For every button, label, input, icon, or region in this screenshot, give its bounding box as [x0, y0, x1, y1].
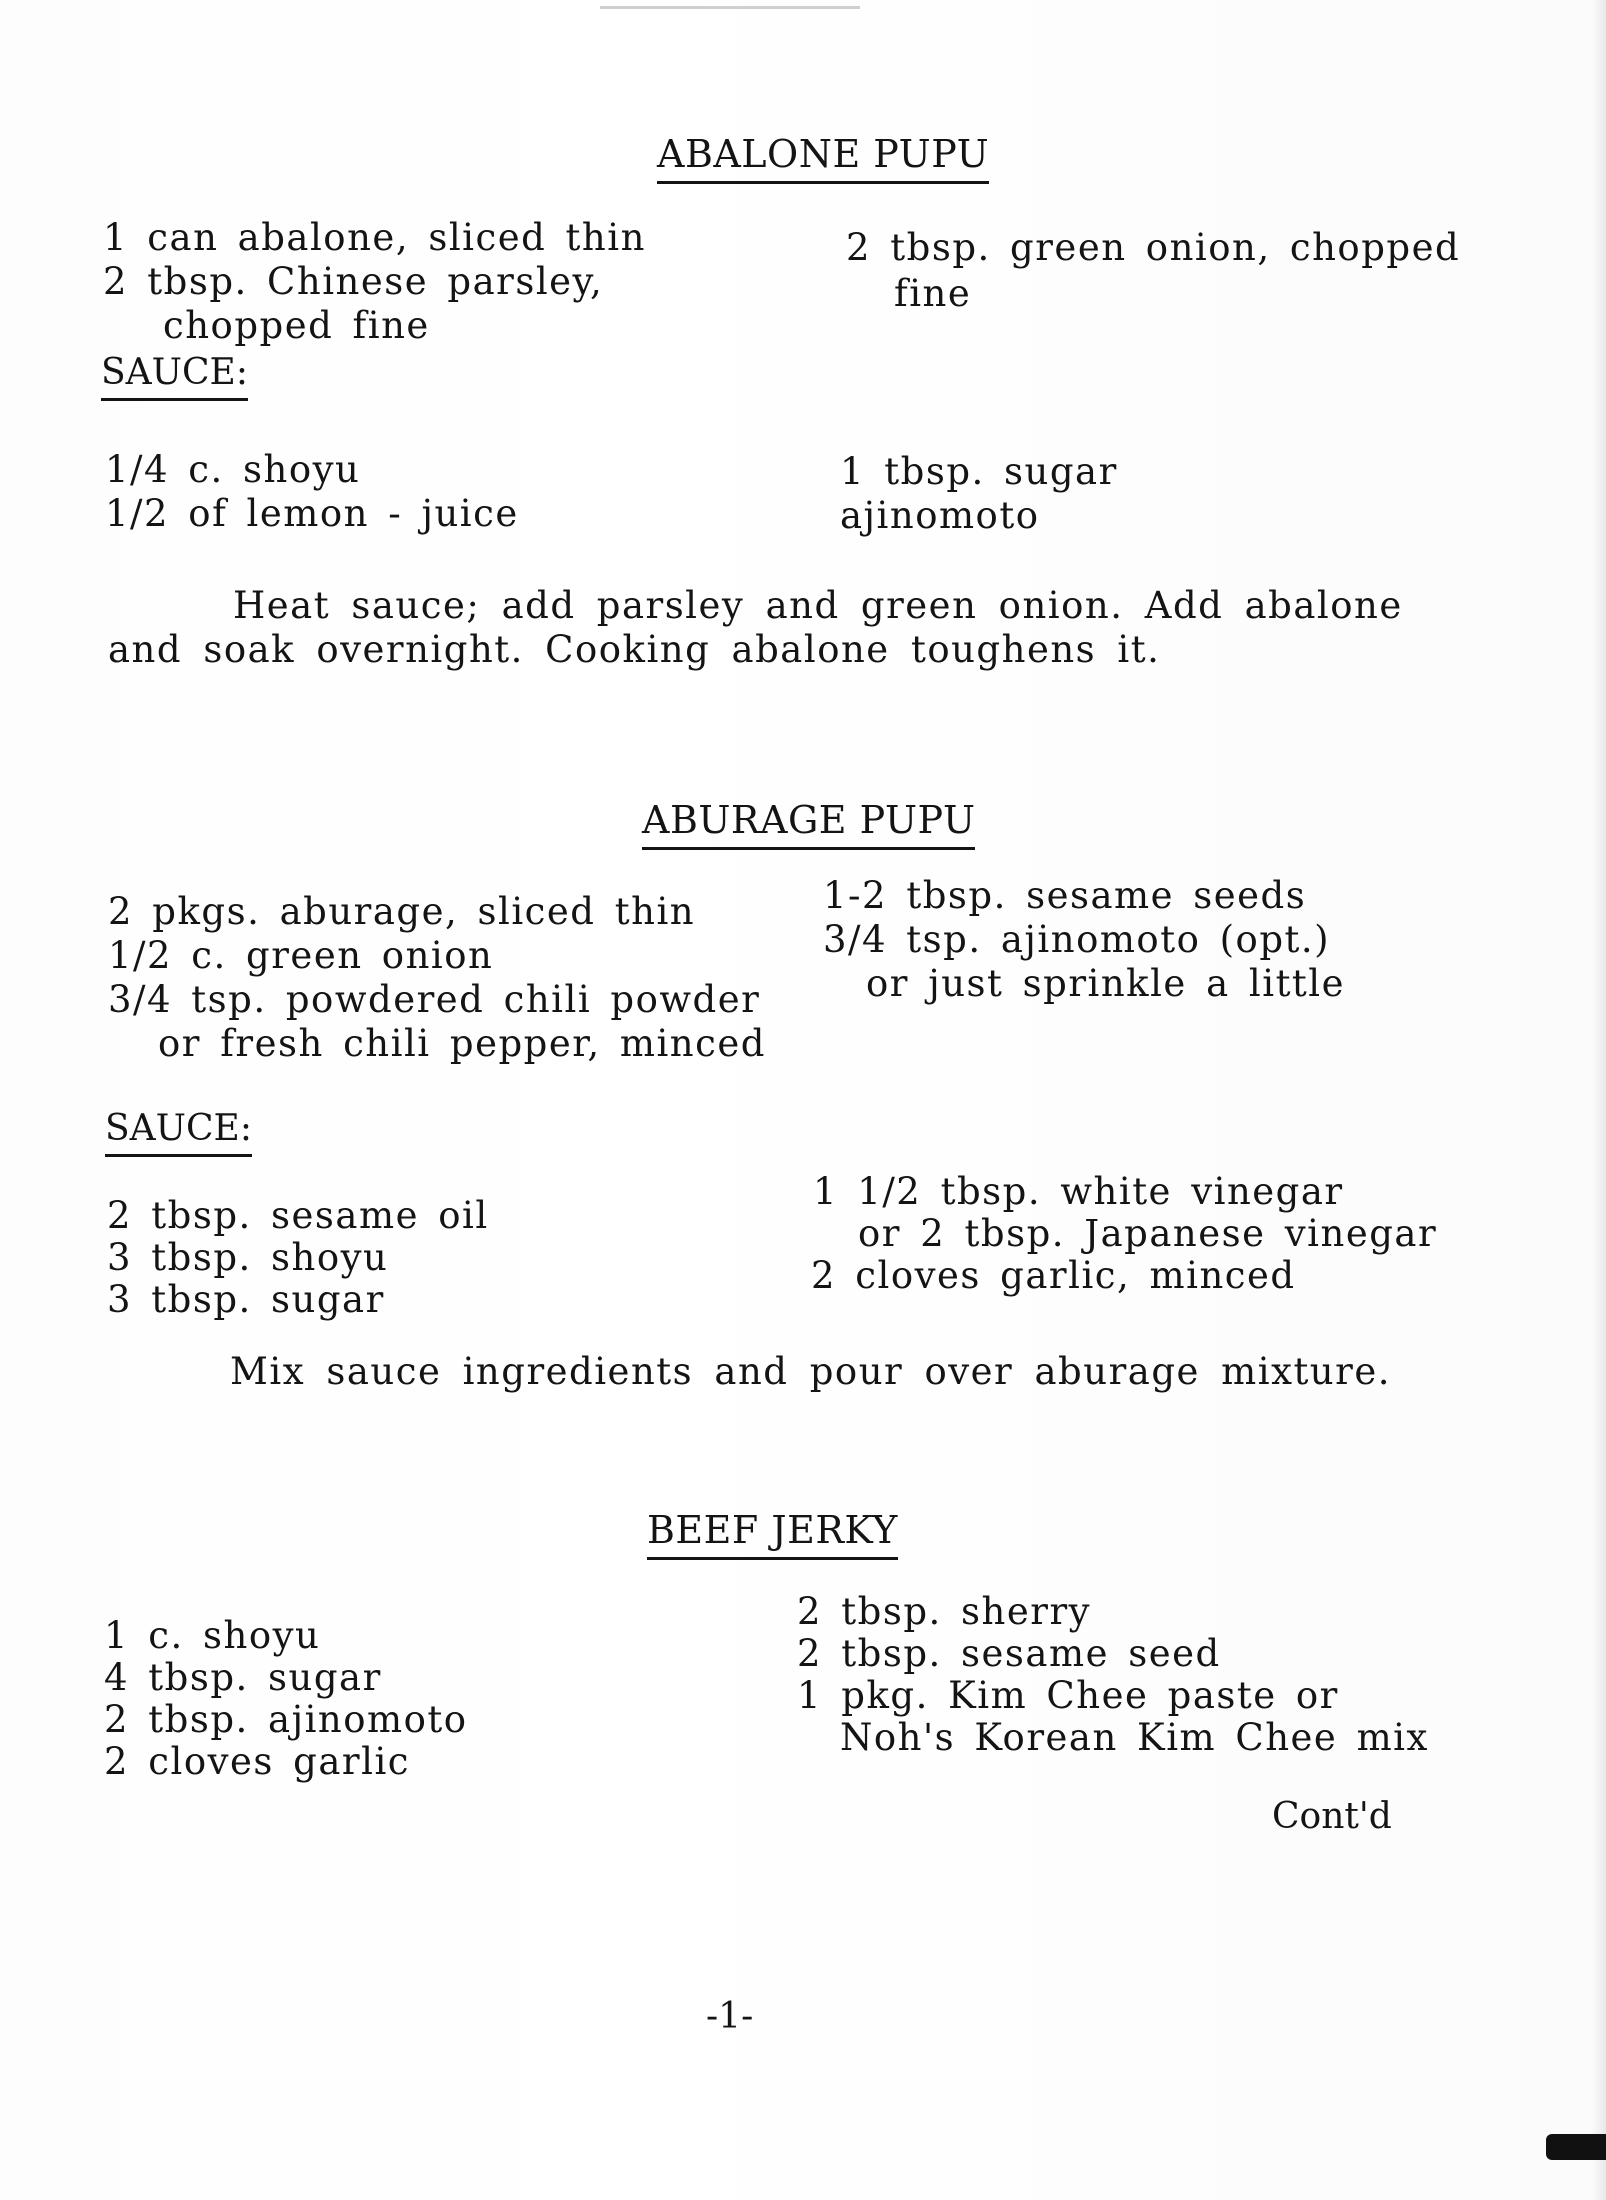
ingredient-line: 3/4 tsp. ajinomoto (opt.): [823, 918, 1331, 961]
ingredient-line: 4 tbsp. sugar: [104, 1656, 382, 1699]
ingredient-line: 2 cloves garlic: [104, 1740, 411, 1783]
sauce-ingredient-line: 1 1/2 tbsp. white vinegar: [813, 1170, 1344, 1213]
ingredient-line: 3/4 tsp. powdered chili powder: [108, 978, 761, 1021]
ingredient-line: 2 tbsp. Chinese parsley,: [103, 260, 604, 303]
sauce-ingredient-line: 2 cloves garlic, minced: [811, 1254, 1296, 1297]
ingredient-line: 1 c. shoyu: [104, 1614, 321, 1657]
directions-line: Mix sauce ingredients and pour over aburage mixture.: [230, 1350, 1391, 1393]
page-edge-shadow: [1592, 0, 1606, 2200]
ingredient-line: fine: [894, 272, 972, 315]
recipe-title-beef-jerky: BEEF JERKY: [647, 1508, 898, 1560]
recipe-title-abalone-pupu: ABALONE PUPU: [657, 132, 989, 184]
sauce-ingredient-line: 3 tbsp. shoyu: [107, 1236, 389, 1279]
sauce-label: SAUCE:: [101, 352, 248, 401]
ingredient-line: 1 can abalone, sliced thin: [103, 216, 646, 259]
sauce-ingredient-line: 1/2 of lemon - juice: [105, 492, 519, 535]
directions-line: and soak overnight. Cooking abalone toughens it.: [108, 628, 1161, 671]
sauce-ingredient-line: ajinomoto: [840, 494, 1040, 537]
ingredient-line: 2 tbsp. green onion, chopped: [846, 226, 1461, 269]
sauce-ingredient-line: 2 tbsp. sesame oil: [107, 1194, 489, 1237]
sauce-ingredient-line: 1/4 c. shoyu: [105, 448, 361, 491]
ingredient-line: or fresh chili pepper, minced: [158, 1022, 766, 1065]
ingredient-line: 2 tbsp. ajinomoto: [104, 1698, 468, 1741]
recipe-title-aburage-pupu: ABURAGE PUPU: [642, 798, 975, 850]
continued-note: Cont'd: [1272, 1796, 1392, 1837]
page-top-rule: [600, 6, 860, 9]
ingredient-line: 2 pkgs. aburage, sliced thin: [108, 890, 696, 933]
ingredient-line: chopped fine: [163, 304, 430, 347]
binding-mark: [1546, 2134, 1606, 2160]
ingredient-line: Noh's Korean Kim Chee mix: [840, 1716, 1429, 1759]
ingredient-line: 1 pkg. Kim Chee paste or: [797, 1674, 1339, 1717]
page-number: -1-: [706, 1996, 754, 2037]
sauce-label: SAUCE:: [105, 1108, 252, 1157]
directions-line: Heat sauce; add parsley and green onion. Add abalone: [233, 584, 1403, 627]
ingredient-line: 1-2 tbsp. sesame seeds: [823, 874, 1307, 917]
ingredient-line: 1/2 c. green onion: [108, 934, 494, 977]
ingredient-line: 2 tbsp. sesame seed: [797, 1632, 1221, 1675]
ingredient-line: or just sprinkle a little: [866, 962, 1346, 1005]
sauce-ingredient-line: or 2 tbsp. Japanese vinegar: [858, 1212, 1438, 1255]
sauce-ingredient-line: 1 tbsp. sugar: [840, 450, 1118, 493]
ingredient-line: 2 tbsp. sherry: [797, 1590, 1092, 1633]
sauce-ingredient-line: 3 tbsp. sugar: [107, 1278, 385, 1321]
